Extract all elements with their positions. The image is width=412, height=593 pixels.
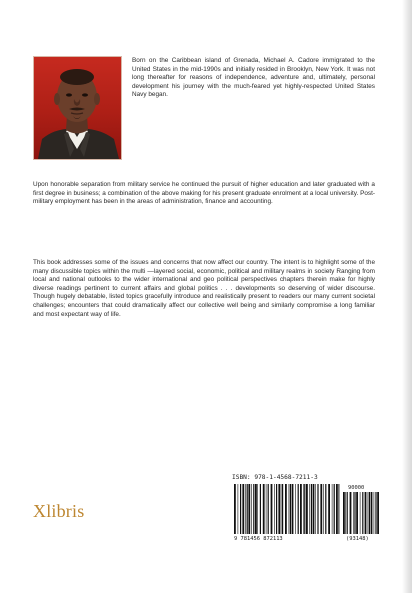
- barcode-digits: 9 781456 872113: [234, 536, 283, 542]
- isbn-barcode: [230, 482, 380, 545]
- price-barcode-bars: [343, 492, 379, 534]
- isbn-label: ISBN: 978-1-4568-7211-3: [232, 474, 318, 481]
- book-description: This book addresses some of the issues and concerns that now affect our country. The intent is to highlight some of the many discussible topics within the multi —layered social, economic, political and military realms in society Ranging from local and national outlooks to the wider international and geo political perspectives chapters therein make for highly diverse readings pertinent to current affairs and global politics . . . developments so deserving of wider discourse. Though hugely debatable, listed topics gracefully introduce and realistically present to readers our many current societal challenges; encounters that could dramatically affect our collective well being and similarly compromise a long familiar and most expectant way of life.: [33, 259, 375, 318]
- spine-shadow: [402, 0, 412, 593]
- publisher-logo: Xlibris: [33, 501, 85, 521]
- barcode-bars: [234, 484, 340, 534]
- price-code: 90000: [348, 485, 365, 491]
- author-photo: [33, 56, 122, 160]
- author-bio-paragraph-1: Born on the Caribbean island of Grenada, Michael A. Cadore immigrated to the United States in the mid-1990s and initially resided in Brooklyn, New York. It was not long thereafter for reasons of independence, adventure and, ultimately, personal development his journey with the much-feared yet highly-respected United States Navy began.: [132, 57, 375, 99]
- author-bio-paragraph-2: Upon honorable separation from military service he continued the pursuit of higher education and later graduated with a first degree in business; a combination of the above making for his present graduate enrolment at a local university. Post-military employment has been in the areas of administration, finance and accounting.: [33, 181, 375, 206]
- barcode-trailing-code: (93148): [346, 536, 369, 542]
